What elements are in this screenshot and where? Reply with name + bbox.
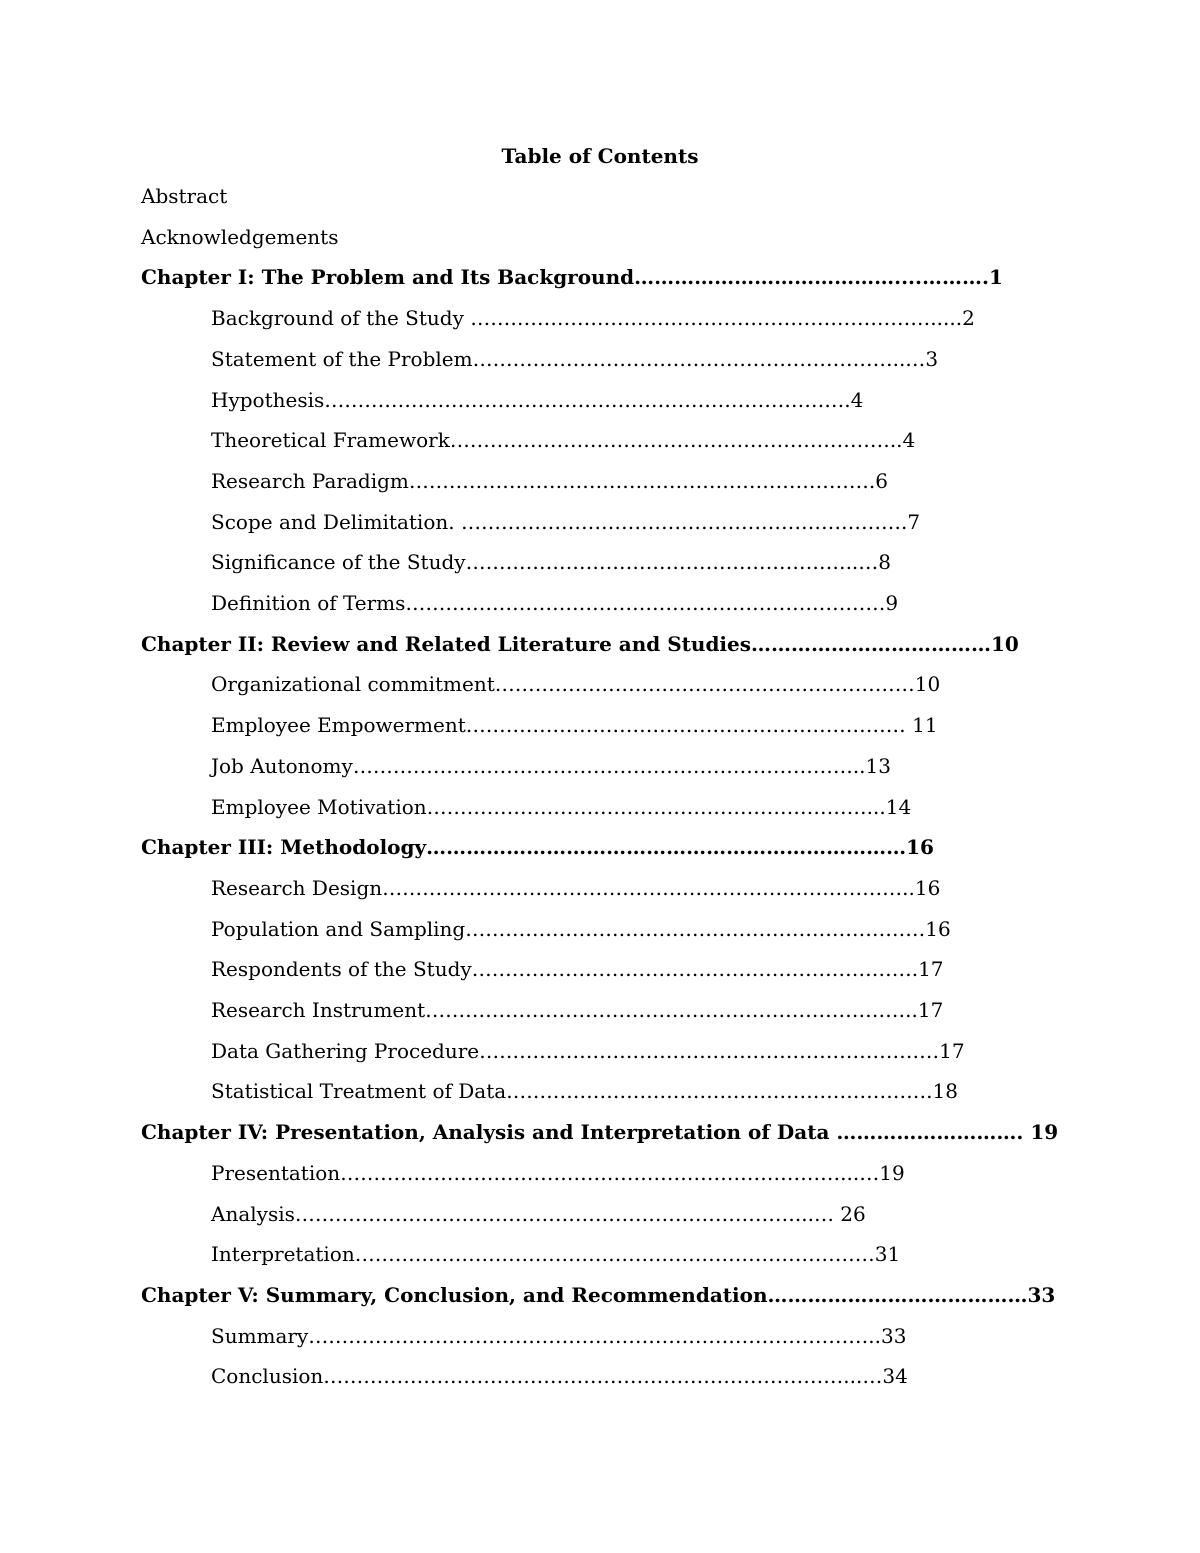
toc-dot-leader: …………………………………....………. bbox=[634, 265, 989, 289]
toc-dot-leader: …………………………………………………………… bbox=[465, 917, 926, 941]
toc-page-number: 16 bbox=[906, 835, 934, 859]
toc-entry-label: Chapter V: Summary, Conclusion, and Recommendation bbox=[141, 1283, 768, 1307]
toc-dot-leader: ………………………………………………………………….. bbox=[352, 754, 866, 778]
toc-chapter-chapter-ii-review-and-related-literature-and-studies bbox=[141, 628, 1026, 660]
toc-entry-label: Theoretical Framework bbox=[211, 428, 450, 452]
toc-front-abstract bbox=[141, 180, 1026, 212]
toc-page-number: 10 bbox=[991, 632, 1019, 656]
toc-section-definition-of-terms bbox=[211, 587, 1026, 619]
toc-dot-leader: ……………………………………………………………….. bbox=[425, 998, 918, 1022]
toc-section-hypothesis bbox=[211, 384, 1026, 416]
toc-section-scope-and-delimitation bbox=[211, 506, 1026, 538]
toc-entry-label: Job Autonomy bbox=[211, 754, 353, 778]
toc-dot-leader: ……………………………………………………………………...… bbox=[323, 1364, 883, 1388]
toc-dot-leader: …………………………………………………..… bbox=[465, 550, 879, 574]
toc-section-background-of-the-study bbox=[211, 302, 1026, 334]
toc-page-number: 9 bbox=[885, 591, 899, 615]
toc-entry-label: Employee Motivation bbox=[211, 795, 427, 819]
toc-entry-label: Research Paradigm bbox=[211, 469, 409, 493]
toc-section-research-design bbox=[211, 872, 1026, 904]
toc-page-number: 3 bbox=[925, 347, 939, 371]
toc-entry-label: Chapter I: The Problem and Its Background bbox=[141, 265, 635, 289]
toc-entry-label: Summary bbox=[211, 1324, 309, 1348]
toc-page-number: 7 bbox=[907, 510, 921, 534]
toc-dot-leader: ………………………………………………………. bbox=[506, 1079, 933, 1103]
toc-entry-label: Abstract bbox=[141, 184, 228, 208]
toc-page-number: 11 bbox=[905, 713, 938, 737]
toc-entry-label: Presentation bbox=[211, 1161, 341, 1185]
toc-section-job-autonomy bbox=[211, 750, 1026, 782]
toc-dot-leader: ………………………………… bbox=[767, 1283, 1028, 1307]
toc-entry-label: Employee Empowerment bbox=[211, 713, 466, 737]
toc-dot-leader: …………………………………………………………………… bbox=[354, 1242, 875, 1266]
toc-page-number: 31 bbox=[874, 1242, 901, 1266]
toc-entry-label: Chapter II: Review and Related Literature and Studies bbox=[141, 632, 752, 656]
toc-page-number: 16 bbox=[914, 876, 941, 900]
toc-dot-leader: ………………………………………………………………………….. bbox=[308, 1324, 882, 1348]
toc-entry-label: Acknowledgements bbox=[141, 225, 339, 249]
toc-entry-label: Research Instrument bbox=[211, 998, 426, 1022]
toc-page-number: 6 bbox=[875, 469, 888, 493]
toc-dot-leader: ……………………………………………………………..... bbox=[470, 306, 963, 330]
toc-page-number: 4 bbox=[902, 428, 916, 452]
toc-chapter-chapter-iv-presentation-analysis-and-interpretation-of-data bbox=[141, 1116, 1059, 1148]
toc-entry-label: Population and Sampling bbox=[211, 917, 466, 941]
toc-entry-label: Chapter III: Methodology bbox=[141, 835, 427, 859]
toc-page-number: 34 bbox=[882, 1364, 908, 1388]
toc-dot-leader: . …………………………………………………………. bbox=[448, 510, 908, 534]
toc-page-number: 1 bbox=[988, 265, 1003, 289]
toc-section-theoretical-framework bbox=[211, 424, 1026, 456]
toc-dot-leader: …………………………………………………………………….. bbox=[382, 876, 915, 900]
toc-dot-leader: ………………………………………………………..… bbox=[472, 347, 926, 371]
toc-chapter-chapter-iii-methodology bbox=[141, 831, 1026, 863]
toc-page-number: 33 bbox=[1027, 1283, 1056, 1307]
toc-dot-leader: ………………………. bbox=[836, 1120, 1024, 1144]
toc-section-research-paradigm bbox=[211, 465, 1026, 497]
toc-page-number: 16 bbox=[925, 917, 951, 941]
toc-entry-label: Organizational commitment bbox=[211, 672, 495, 696]
toc-page-number: 17 bbox=[918, 957, 944, 981]
toc-front-acknowledgements bbox=[141, 221, 1026, 253]
toc-page-number: 10 bbox=[914, 672, 941, 696]
toc-entry-label: Statement of the Problem bbox=[211, 347, 473, 371]
toc-section-employee-motivation bbox=[211, 791, 1026, 823]
toc-dot-leader: ……………………………………………………………… bbox=[405, 591, 886, 615]
toc-section-presentation bbox=[211, 1157, 1026, 1189]
toc-section-significance-of-the-study bbox=[211, 546, 1026, 578]
toc-entry-label: Analysis bbox=[211, 1202, 295, 1226]
toc-entry-label: Scope and Delimitation bbox=[211, 510, 449, 534]
toc-section-data-gathering-procedure bbox=[211, 1035, 1026, 1067]
toc-entry-label: Definition of Terms bbox=[211, 591, 406, 615]
toc-section-statistical-treatment-of-data bbox=[211, 1075, 1026, 1107]
toc-dot-leader: …………………………………………………………. bbox=[471, 957, 919, 981]
toc-section-analysis bbox=[211, 1198, 1026, 1230]
toc-page-number: 8 bbox=[878, 550, 892, 574]
toc-dot-leader: ………………………………………………………… bbox=[465, 713, 906, 737]
toc-entry-label: Respondents of the Study bbox=[211, 957, 472, 981]
toc-page-number: 26 bbox=[833, 1202, 866, 1226]
toc-page-number: 4 bbox=[850, 388, 864, 412]
toc-dot-leader: …………………………………………………………... bbox=[426, 795, 886, 819]
toc-page-number: 19 bbox=[1023, 1120, 1059, 1144]
toc-dot-leader: ……………………………………………………………………. bbox=[324, 388, 851, 412]
toc-entry-label: Research Design bbox=[211, 876, 383, 900]
toc-entry-label: Statistical Treatment of Data bbox=[211, 1079, 507, 1103]
toc-section-summary bbox=[211, 1320, 1026, 1352]
toc-section-interpretation bbox=[211, 1238, 1026, 1270]
toc-dot-leader: ……………………………………………………… bbox=[494, 672, 915, 696]
toc-section-organizational-commitment bbox=[211, 668, 1026, 700]
toc-entry-label: Chapter IV: Presentation, Analysis and Interpretation of Data bbox=[141, 1120, 837, 1144]
toc-page-number: 33 bbox=[881, 1324, 907, 1348]
toc-page-number: 18 bbox=[932, 1079, 958, 1103]
toc-entry-label: Significance of the Study bbox=[211, 550, 466, 574]
toc-dot-leader: …………………………………………………………… bbox=[479, 1039, 940, 1063]
toc-page-number: 17 bbox=[917, 998, 944, 1022]
toc-dot-leader: …………………………………………………………………...… bbox=[294, 1202, 834, 1226]
toc-page-number: 2 bbox=[962, 306, 975, 330]
toc-page-number: 13 bbox=[865, 754, 891, 778]
toc-dot-leader: …………………………………………………………………...… bbox=[340, 1161, 880, 1185]
toc-entry-label: Background of the Study bbox=[211, 306, 471, 330]
toc-section-employee-empowerment bbox=[211, 709, 1026, 741]
toc-page-number: 17 bbox=[939, 1039, 965, 1063]
toc-dot-leader: ……………………………………………………………. bbox=[408, 469, 876, 493]
toc-dot-leader: ……………………………… bbox=[751, 632, 992, 656]
toc-section-statement-of-the-problem bbox=[211, 343, 1026, 375]
toc-page-number: 19 bbox=[879, 1161, 905, 1185]
toc-entry-label: Interpretation bbox=[211, 1242, 355, 1266]
toc-section-population-and-sampling bbox=[211, 913, 1026, 945]
toc-section-respondents-of-the-study bbox=[211, 953, 1026, 985]
toc-entry-label: Conclusion bbox=[211, 1364, 324, 1388]
toc-chapter-chapter-v-summary-conclusion-and-recommendation bbox=[141, 1279, 1056, 1311]
toc-section-conclusion bbox=[211, 1360, 1026, 1392]
toc-section-research-instrument bbox=[211, 994, 1026, 1026]
toc-entry-label: Hypothesis bbox=[211, 388, 325, 412]
toc-dot-leader: ……………………………………………………………… bbox=[426, 835, 907, 859]
toc-page-number: 14 bbox=[885, 795, 912, 819]
toc-dot-leader: ………………………………………………………….. bbox=[449, 428, 903, 452]
toc-title: Table of Contents bbox=[501, 144, 699, 168]
toc-chapter-chapter-i-the-problem-and-its-background bbox=[141, 261, 1026, 293]
toc-entry-label: Data Gathering Procedure bbox=[211, 1039, 480, 1063]
